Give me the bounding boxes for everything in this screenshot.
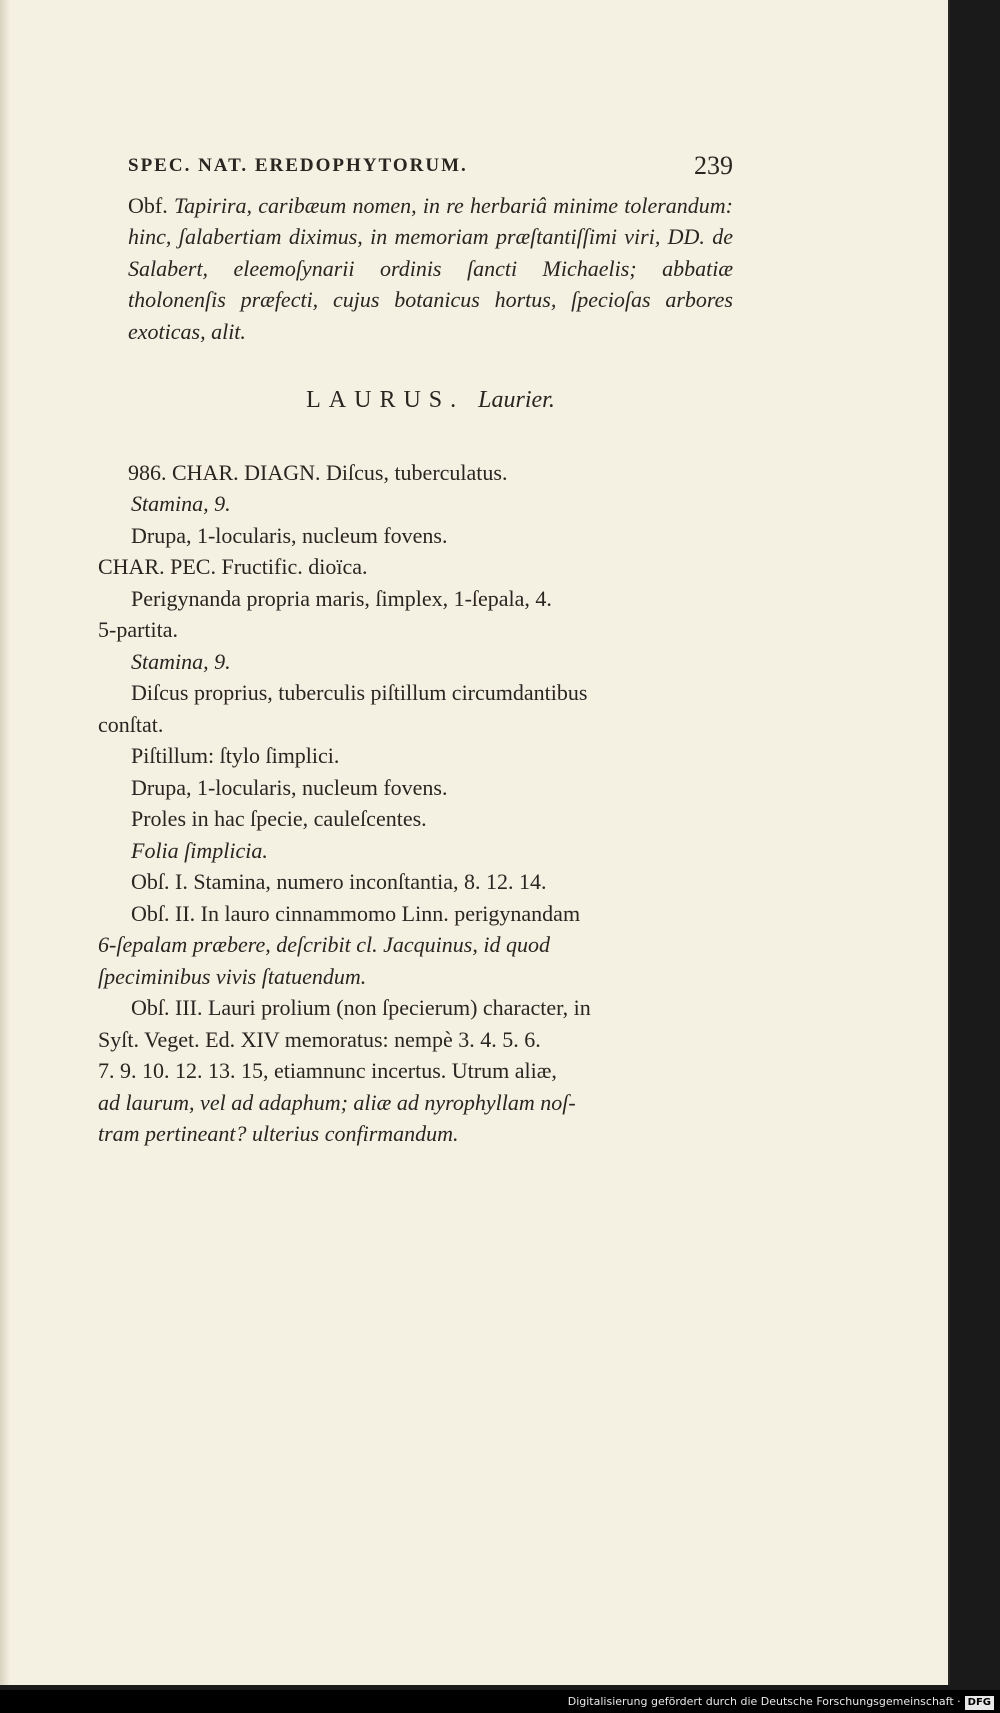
text-line: conſtat. [98, 711, 164, 737]
french-name: Laurier. [478, 387, 555, 413]
text-line: Proles in hac ſpecie, cauleſcentes. [131, 806, 427, 831]
text-line: 5-partita. [98, 617, 179, 642]
funding-credit: Digitalisierung gefördert durch die Deutsche Forschungsgemeinschaft · [567, 1695, 961, 1708]
text-line: tram pertineant? ulterius confirmandum. [98, 1121, 459, 1146]
text-line: Obſ. II. In lauro cinnammomo Linn. perigynandam [131, 900, 581, 926]
text-line: 986. CHAR. DIAGN. Diſcus, tuberculatus. [128, 459, 508, 485]
obs-label: Obf. [128, 192, 168, 218]
text-line: Drupa, 1-locularis, nucleum fovens. [131, 522, 448, 548]
page-gutter [0, 0, 10, 1685]
text-line: Syſt. Veget. Ed. XIV memoratus: nempè 3. 4. 5. 6. [98, 1026, 541, 1052]
obs-text: Tapirira, caribæum nomen, in re herbariâ minime tolerandum: hinc, ʃalabertiam diximus, in memoriam præſtantiſſimi viri, DD. de Salabert, eleemoſynarii ordinis ſancti Michaelis; abbatiæ tholonenſis præfecti, cujus botanicus hortus, ſpecioſas arbores exoticas, alit. [128, 192, 734, 344]
section-heading [128, 385, 733, 417]
running-title: SPEC. NAT. EREDOPHYTORUM. [128, 155, 468, 176]
page-text [98, 150, 734, 1150]
text-line: Stamina, 9. [131, 648, 231, 674]
text-line: Folia ſimplicia. [131, 837, 268, 863]
text-line: ſpeciminibus vivis ſtatuendum. [98, 963, 367, 989]
text-line: Diſcus proprius, tuberculis piſtillum circumdantibus [131, 680, 588, 705]
page-header [128, 150, 733, 182]
page-number: 239 [694, 151, 733, 180]
text-line: Drupa, 1-locularis, nucleum fovens. [131, 774, 448, 800]
text-line: Stamina, 9. [131, 491, 231, 516]
text-line: Obſ. I. Stamina, numero inconſtantia, 8. 12. 14. [131, 869, 547, 894]
text-line: 7. 9. 10. 12. 13. 15, etiamnunc incertus. Utrum aliæ, [98, 1058, 557, 1083]
text-line: Perigynanda propria maris, ſimplex, 1-ſepala, 4. [131, 585, 552, 611]
text-line: Piſtillum: ſtylo ſimplici. [131, 743, 340, 768]
text-line: ad laurum, vel ad adaphum; aliæ ad nyrophyllam noſ- [98, 1089, 576, 1115]
genus-title: LAURUS. [306, 387, 465, 413]
observation-paragraph [128, 190, 733, 348]
text-line: CHAR. PEC. Fructific. dioïca. [98, 554, 368, 579]
text-line: Obſ. III. Lauri prolium (non ſpecierum) character, in [131, 995, 591, 1020]
digitization-footer [0, 1690, 1000, 1713]
dfg-logo: DFG [965, 1696, 994, 1710]
text-line: 6-ſepalam præbere, deſcribit cl. Jacquinus, id quod [98, 932, 550, 957]
